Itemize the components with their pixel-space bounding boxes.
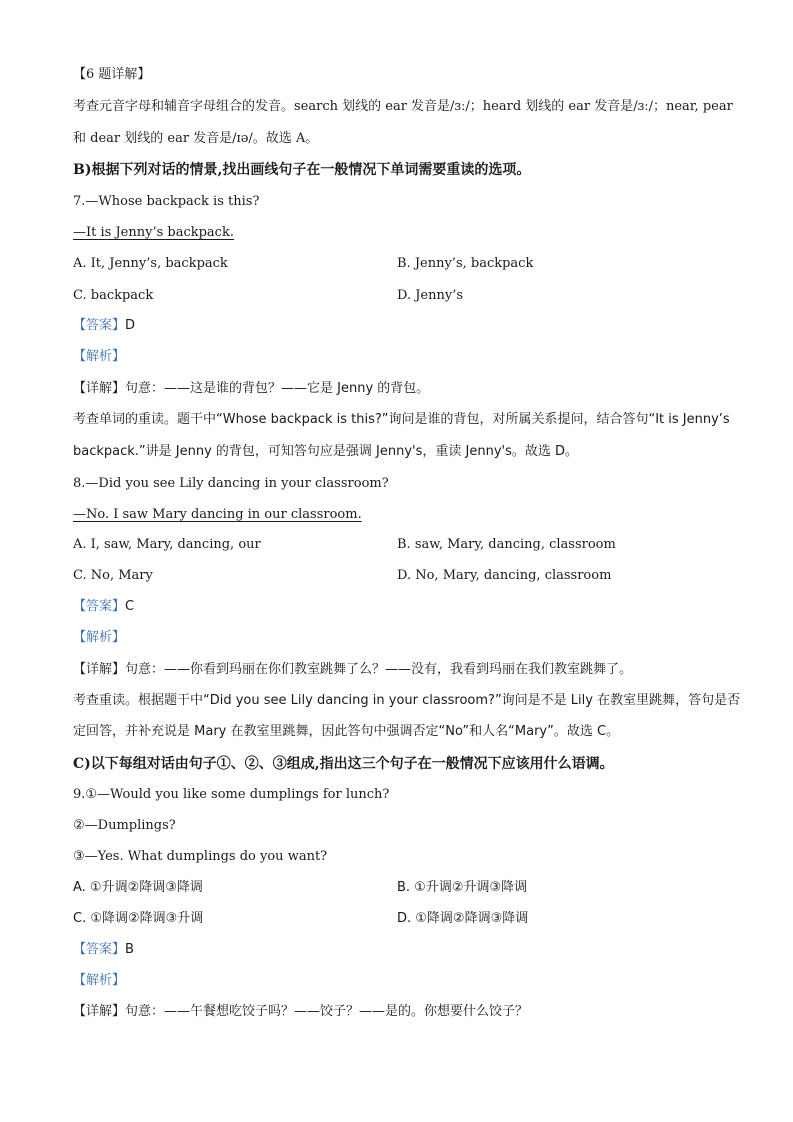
- q9-detail-label: 【详解】: [73, 1004, 126, 1019]
- q7-explain-line-1: 考查单词的重读。题干中“Whose backpack is this?”询问是谁的背包，对所属关系提问，结合答句“It is Jenny’s: [73, 412, 730, 427]
- q7-option-c: C. backpack: [73, 288, 154, 303]
- q8-option-c: C. No, Mary: [73, 568, 153, 583]
- q7-answer-label: 【答案】: [73, 318, 126, 333]
- q7-question: 7.—Whose backpack is this?: [73, 194, 260, 209]
- q7-detail-label: 【详解】: [73, 381, 126, 396]
- q8-explain-line-1: 考查重读。根据题干中“Did you see Lily dancing in your classroom?”询问是不是 Lily 在教室里跳舞，答句是否: [73, 693, 741, 708]
- q8-option-b: B. saw, Mary, dancing, classroom: [397, 537, 616, 552]
- q7-option-a: A. It, Jenny’s, backpack: [73, 256, 228, 271]
- q9-option-c: C. ①降调②降调③升调: [73, 911, 204, 926]
- q7-option-b: B. Jenny’s, backpack: [397, 256, 534, 271]
- q9-option-b: B. ①升调②升调③降调: [397, 880, 528, 895]
- q9-analysis-label: 【解析】: [73, 973, 126, 988]
- q9-detail-row: [73, 1004, 528, 1020]
- section-c-heading: C)以下每组对话由句子①、②、③组成,指出这三个句子在一般情况下应该用什么语调。: [73, 756, 614, 772]
- q9-option-a: A. ①升调②降调③降调: [73, 880, 203, 895]
- q9-sentence-2: ②—Dumplings?: [73, 818, 176, 833]
- q8-option-d: D. No, Mary, dancing, classroom: [397, 568, 612, 583]
- section-b-heading: B)根据下列对话的情景,找出画线句子在一般情况下单词需要重读的选项。: [73, 162, 531, 178]
- q8-explain-line-2: 定回答，并补充说是 Mary 在教室里跳舞，因此答句中强调否定“No”和人名“Mary”。故选 C。: [73, 724, 620, 739]
- q6-detail-label: 【6 题详解】: [73, 67, 151, 82]
- q7-detail-text: 句意：——这是谁的背包？——它是 Jenny 的背包。: [125, 381, 430, 396]
- q8-answer-row: [73, 599, 134, 615]
- q9-sentence-1: 9.①—Would you like some dumplings for lunch?: [73, 787, 390, 802]
- q6-explain-line-1: 考查元音字母和辅音字母组合的发音。search 划线的 ear 发音是/ɜː/；heard 划线的 ear 发音是/ɜː/；near, pear: [73, 99, 733, 114]
- q8-analysis-label: 【解析】: [73, 630, 126, 645]
- q8-question: 8.—Did you see Lily dancing in your classroom?: [73, 476, 389, 491]
- q9-sentence-3: ③—Yes. What dumplings do you want?: [73, 849, 328, 864]
- q8-answer-value: C: [125, 599, 135, 614]
- q7-detail-row: [73, 381, 429, 397]
- q7-underlined-answer: —It is Jenny’s backpack.: [73, 225, 234, 240]
- q8-answer-label: 【答案】: [73, 599, 126, 614]
- q8-option-a: A. I, saw, Mary, dancing, our: [73, 537, 261, 552]
- q7-answer-row: [73, 318, 135, 334]
- q7-option-d: D. Jenny’s: [397, 288, 464, 303]
- q8-detail-label: 【详解】: [73, 662, 126, 677]
- q8-detail-row: [73, 662, 632, 678]
- q7-answer-value: D: [125, 318, 136, 333]
- q7-explain-line-2: backpack.”讲是 Jenny 的背包，可知答句应是强调 Jenny's，重读 Jenny's。故选 D。: [73, 444, 579, 459]
- q8-underlined-answer: —No. I saw Mary dancing in our classroom.: [73, 507, 362, 522]
- q9-detail-text: 句意：——午餐想吃饺子吗？——饺子？——是的。你想要什么饺子？: [125, 1004, 529, 1019]
- q6-explain-line-2: 和 dear 划线的 ear 发音是/ɪə/。故选 A。: [73, 131, 319, 146]
- q8-detail-text: 句意：——你看到玛丽在你们教室跳舞了么？——没有，我看到玛丽在我们教室跳舞了。: [125, 662, 633, 677]
- q9-option-d: D. ①降调②降调③降调: [397, 911, 529, 926]
- q9-answer-value: B: [125, 942, 134, 957]
- q9-answer-row: [73, 942, 134, 958]
- q9-answer-label: 【答案】: [73, 942, 126, 957]
- q7-analysis-label: 【解析】: [73, 349, 126, 364]
